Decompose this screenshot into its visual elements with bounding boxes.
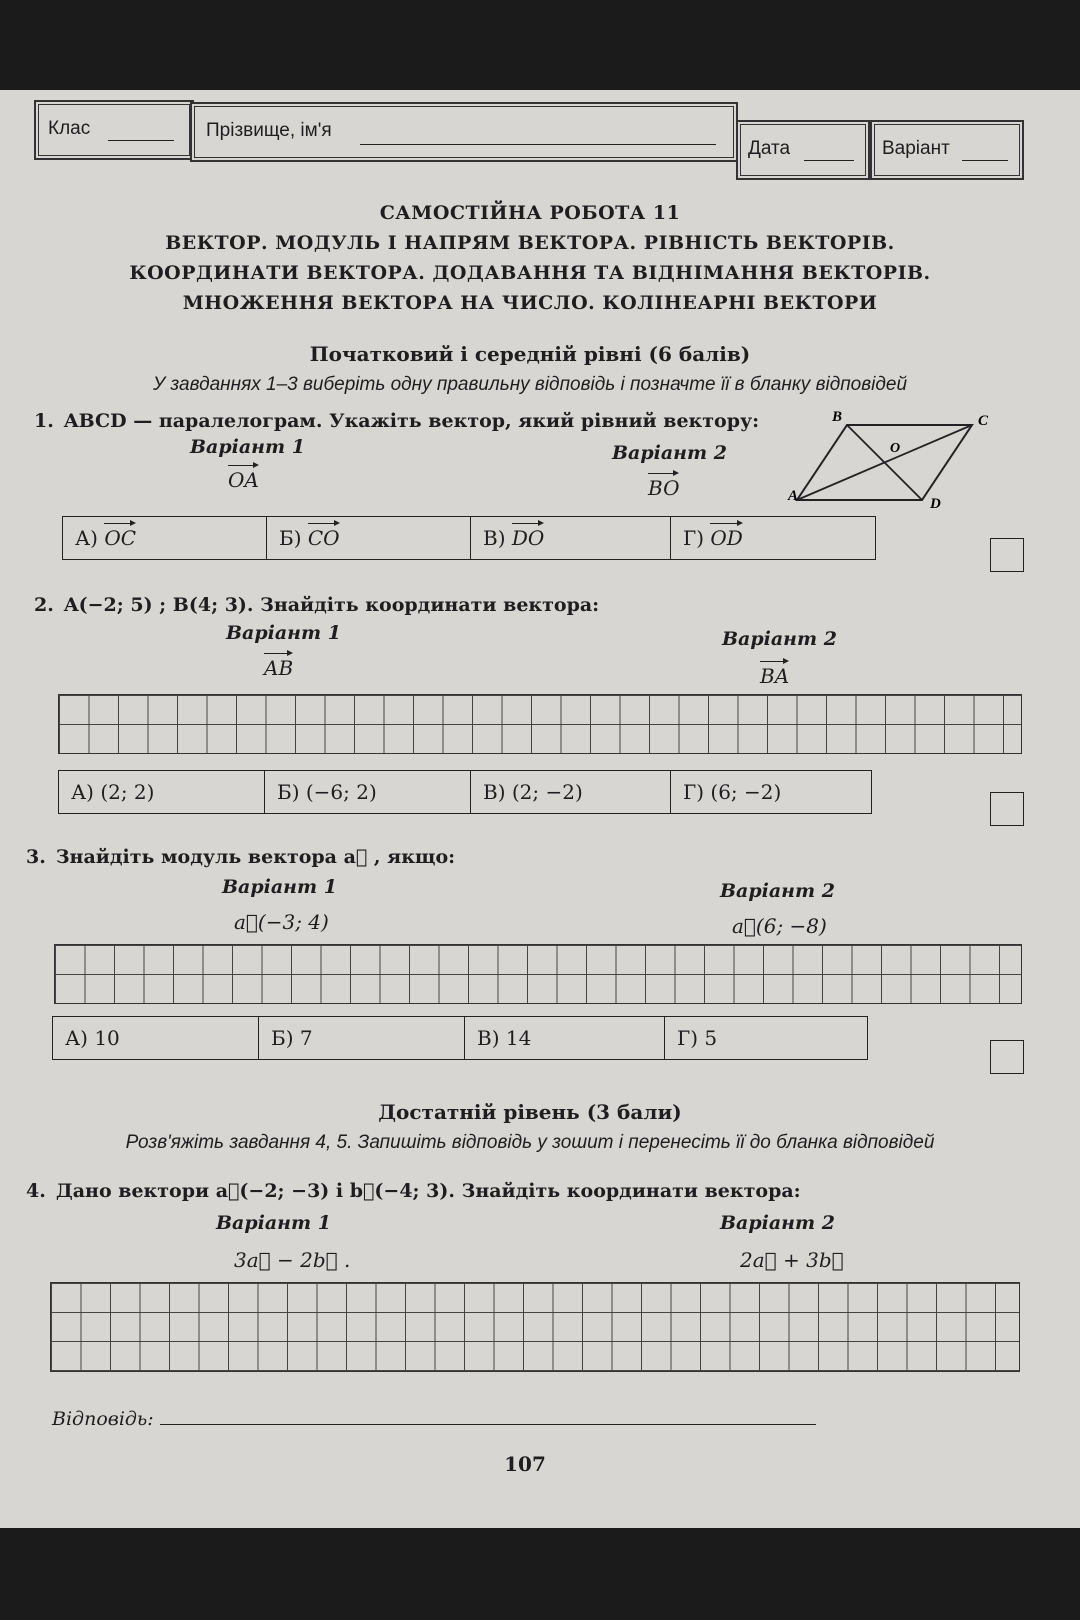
section1-instruction: У завданнях 1–3 виберіть одну правильну відповідь і позначте її в бланку відповідей bbox=[152, 374, 908, 395]
task1-option-c[interactable]: В) DO bbox=[471, 517, 671, 559]
name-line bbox=[360, 130, 716, 145]
title-line-3: КООРДИНАТИ ВЕКТОРА. ДОДАВАННЯ ТА ВІДНІМАННЯ ВЕКТОРІВ. bbox=[129, 262, 931, 284]
label-A: A bbox=[788, 488, 799, 504]
task4-grid[interactable] bbox=[50, 1282, 1020, 1372]
task3-text bbox=[26, 846, 455, 868]
task1-vec2: BO bbox=[648, 476, 680, 500]
task1-text bbox=[34, 410, 759, 432]
task3-option-d[interactable]: Г) 5 bbox=[677, 1026, 718, 1050]
task2-answer-box[interactable] bbox=[990, 792, 1024, 826]
task3-question: Знайдіть модуль вектора a⃗ , якщо: bbox=[55, 846, 456, 868]
date-field[interactable] bbox=[736, 120, 870, 180]
task2-question: A(−2; 5) ; B(4; 3). Знайдіть координати вектора: bbox=[63, 594, 600, 616]
variant-line bbox=[962, 146, 1008, 161]
task1-options bbox=[62, 516, 876, 560]
answer-line[interactable] bbox=[160, 1410, 816, 1425]
task2-grid[interactable] bbox=[58, 694, 1022, 754]
task3-vec1: a⃗(−3; 4) bbox=[234, 910, 329, 934]
task1-option-a[interactable]: А) OC bbox=[63, 517, 267, 559]
task4-expr1: 3a⃗ − 2b⃗ . bbox=[234, 1248, 351, 1272]
label-O: O bbox=[890, 441, 901, 456]
task1-vec1: OA bbox=[228, 468, 259, 492]
task4-expr2: 2a⃗ + 3b⃗ bbox=[740, 1248, 844, 1272]
task3-variant2: Варіант 2 bbox=[720, 880, 835, 902]
section2-instruction: Розв'яжіть завдання 4, 5. Запишіть відповідь у зошит і перенесіть її до бланка відповідей bbox=[125, 1132, 935, 1153]
task2-option-a[interactable]: А) (2; 2) bbox=[59, 771, 265, 813]
task2-option-b[interactable]: Б) (−6; 2) bbox=[265, 771, 471, 813]
task4-num: 4. bbox=[26, 1180, 46, 1202]
label-D: D bbox=[930, 496, 941, 512]
label-B: B bbox=[832, 409, 843, 425]
date-line bbox=[804, 146, 854, 161]
task3-vec2: a⃗(6; −8) bbox=[732, 914, 827, 938]
task3-option-b[interactable]: Б) 7 bbox=[259, 1017, 465, 1059]
task2-option-d[interactable]: Г) (6; −2) bbox=[683, 780, 782, 804]
task3-variant1: Варіант 1 bbox=[222, 876, 337, 898]
date-label: Дата bbox=[748, 138, 791, 159]
task3-option-c[interactable]: В) 14 bbox=[465, 1017, 665, 1059]
task1-option-d[interactable]: Г) OD bbox=[683, 526, 743, 550]
worksheet-page bbox=[0, 90, 1080, 1528]
class-field[interactable] bbox=[34, 100, 194, 160]
class-label: Клас bbox=[48, 118, 91, 139]
task2-variant1: Варіант 1 bbox=[226, 622, 341, 644]
parallelogram-figure bbox=[788, 409, 1002, 512]
task4-variant1: Варіант 1 bbox=[216, 1212, 331, 1234]
task3-option-a[interactable]: А) 10 bbox=[53, 1017, 259, 1059]
task2-text bbox=[34, 594, 599, 616]
task2-options bbox=[58, 770, 872, 814]
name-field[interactable] bbox=[190, 102, 738, 162]
answer-label: Відповідь: bbox=[52, 1408, 154, 1430]
variant-label: Варіант bbox=[882, 138, 950, 159]
section2-heading: Достатній рівень (3 бали) bbox=[378, 1100, 682, 1124]
task2-vec2: BA bbox=[760, 664, 790, 688]
task1-option-b[interactable]: Б) CO bbox=[267, 517, 471, 559]
task4-variant2: Варіант 2 bbox=[720, 1212, 835, 1234]
task4-question: Дано вектори a⃗(−2; −3) і b⃗(−4; 3). Знайдіть координати вектора: bbox=[55, 1180, 801, 1202]
task4-answer bbox=[52, 1408, 816, 1430]
task1-variant2: Варіант 2 bbox=[612, 442, 727, 464]
task2-vec1: AB bbox=[264, 656, 294, 680]
task1-question: ABCD — паралелограм. Укажіть вектор, який рівний вектору: bbox=[63, 410, 760, 432]
task3-num: 3. bbox=[26, 846, 46, 868]
variant-field[interactable] bbox=[870, 120, 1024, 180]
task2-option-c[interactable]: В) (2; −2) bbox=[471, 771, 671, 813]
task3-options bbox=[52, 1016, 868, 1060]
title-line-1: САМОСТІЙНА РОБОТА 11 bbox=[379, 202, 681, 224]
section1-heading: Початковий і середній рівні (6 балів) bbox=[309, 342, 751, 366]
label-C: C bbox=[978, 413, 989, 429]
task2-variant2: Варіант 2 bbox=[722, 628, 837, 650]
task1-num: 1. bbox=[34, 410, 54, 432]
task1-variant1: Варіант 1 bbox=[190, 436, 305, 458]
task3-grid[interactable] bbox=[54, 944, 1022, 1004]
class-line bbox=[108, 126, 174, 141]
task4-text bbox=[26, 1180, 801, 1202]
task3-answer-box[interactable] bbox=[990, 1040, 1024, 1074]
task2-num: 2. bbox=[34, 594, 54, 616]
name-label: Прізвище, ім'я bbox=[206, 120, 332, 141]
title-line-4: МНОЖЕННЯ ВЕКТОРА НА ЧИСЛО. КОЛІНЕАРНІ ВЕКТОРИ bbox=[182, 292, 878, 314]
task1-answer-box[interactable] bbox=[990, 538, 1024, 572]
page-number: 107 bbox=[504, 1452, 546, 1476]
title-line-2: ВЕКТОР. МОДУЛЬ І НАПРЯМ ВЕКТОРА. РІВНІСТЬ ВЕКТОРІВ. bbox=[165, 232, 895, 254]
